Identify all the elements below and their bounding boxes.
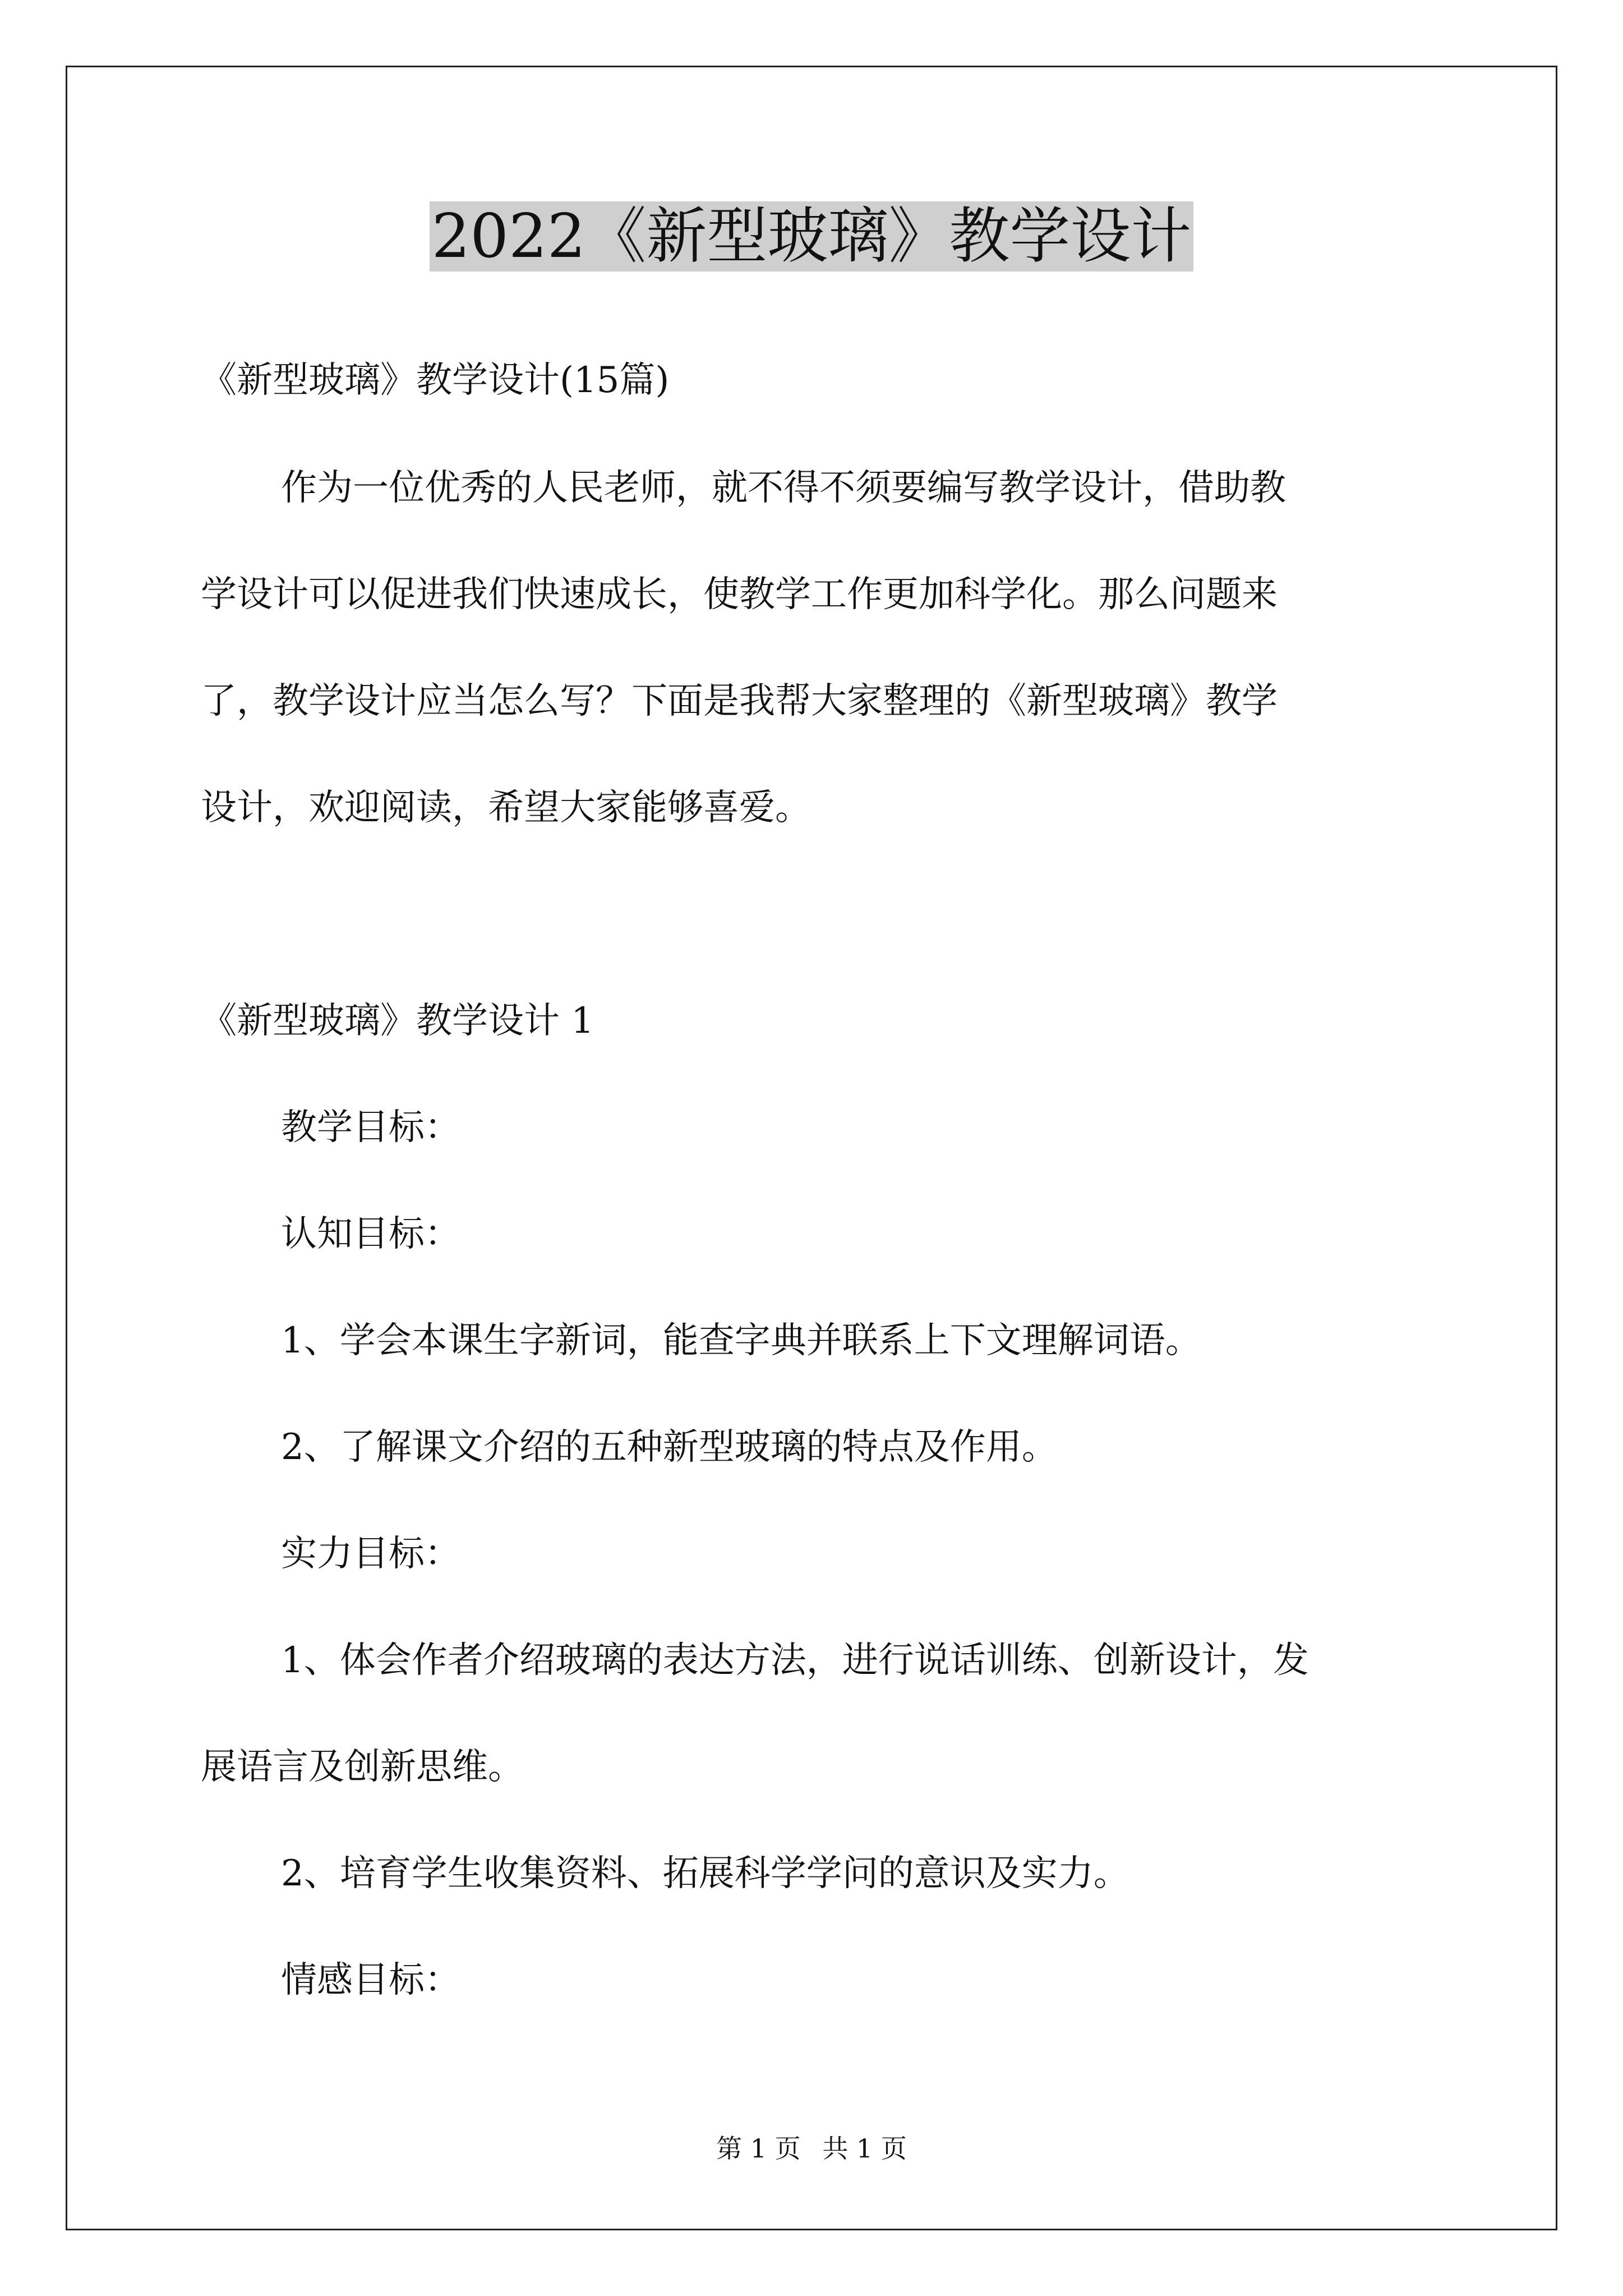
intro-line: 设计，欢迎阅读，希望大家能够喜爱。 [201,787,811,829]
body-line: 情感目标： [281,1959,460,2001]
section-title: 《新型玻璃》教学设计 1 [201,1000,594,1042]
page-total: 共 1 页 [822,2133,907,2164]
intro-line: 学设计可以促进我们快速成长，使教学工作更加科学化。那么问题来 [201,574,1278,615]
body-line: 实力目标： [281,1533,460,1575]
body-line: 展语言及创新思维。 [201,1746,524,1788]
page-footer [0,2132,1623,2165]
intro-line: 作为一位优秀的人民老师，就不得不须要编写教学设计，借助教 [281,467,1286,509]
body-line: 2、培育学生收集资料、拓展科学学问的意识及实力。 [281,1853,1129,1894]
body-line: 1、学会本课生字新词，能查字典并联系上下文理解词语。 [281,1320,1201,1361]
body-line: 1、体会作者介绍玻璃的表达方法，进行说话训练、创新设计，发 [281,1640,1309,1681]
document-title-text: 2022《新型玻璃》教学设计 [430,201,1194,272]
document-title [0,197,1623,276]
body-line: 教学目标： [281,1107,460,1148]
subtitle: 《新型玻璃》教学设计(15篇) [201,360,670,401]
body-line: 2、了解课文介绍的五种新型玻璃的特点及作用。 [281,1427,1058,1468]
intro-line: 了，教学设计应当怎么写？下面是我帮大家整理的《新型玻璃》教学 [201,680,1278,722]
page-number: 第 1 页 [716,2133,801,2164]
body-line: 认知目标： [281,1213,460,1255]
